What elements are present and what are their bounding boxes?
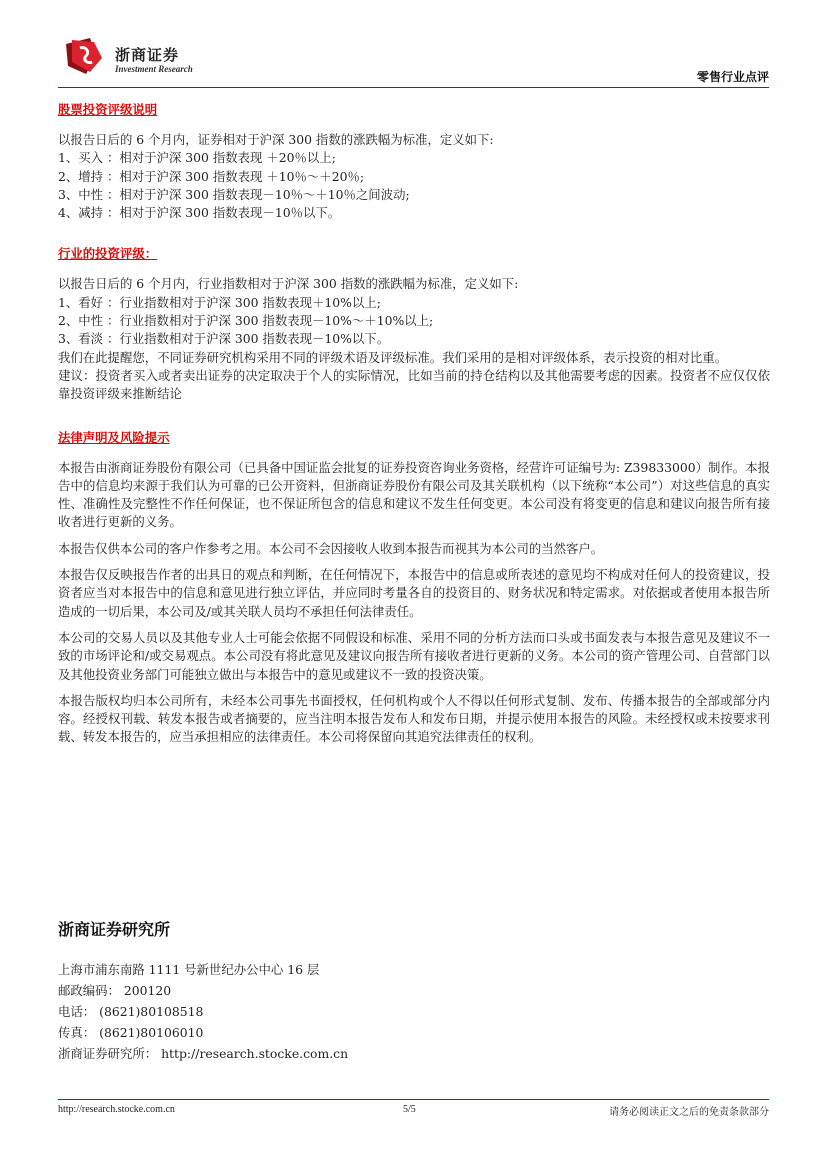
contact-fax: 传真： (8621)80106010 [58,1025,204,1040]
legal-paragraph: 本报告仅反映报告作者的出具日的观点和判断，在任何情况下，本报告中的信息或所表述的意见均不构成对任何人的投资建议，投资者应当对本报告中的信息和意见进行独立评估，并应同时考量各自的投资目的、财务状况和特定需求。对依据或者使用本报告所造成的一切后果，本公司及/或其关联人员均不承担任何法律责任。 [58,567,770,619]
legal-section [58,429,770,747]
report-type-label: 零售行业点评 [696,70,769,84]
industry-rating-neutral: 2、中性 ：行业指数相对于沪深 300 指数表现－10%～＋10%以上; [58,313,434,329]
legal-paragraph: 本报告仅供本公司的客户作参考之用。本公司不会因接收人收到本报告而视其为本公司的当然客户。 [58,540,604,556]
industry-rating-section [58,245,770,403]
company-subtitle: Investment Research [115,64,193,74]
stock-rating-neutral: 3、中性 ：相对于沪深 300 指数表现－10％～＋10％之间波动; [58,186,410,202]
contact-address: 上海市浦东南路 1111 号新世纪办公中心 16 层 [58,962,320,977]
research-institute-name: 浙商证券研究所 [58,920,171,939]
stock-rating-buy: 1、买入 ：相对于沪深 300 指数表现 ＋20％以上; [58,150,336,166]
stock-rating-section [58,101,770,222]
legal-paragraph: 本公司的交易人员以及其他专业人士可能会依据不同假设和标准、采用不同的分析方法而口头或书面发表与本报告意见及建议不一致的市场评论和/或交易观点。本公司没有将此意见及建议向报告所有接收者进行更新的义务。本公司的资产管理公司、自营部门以及其他投资业务部门可能独立做出与本报告中的意见或建议不一致的投资决策。 [58,629,770,682]
stock-rating-title: 股票投资评级说明 [58,102,158,117]
industry-rating-note: 我们在此提醒您，不同证券研究机构采用不同的评级术语及评级标准。我们采用的是相对评级体系，表示投资的相对比重。 [58,349,728,365]
contact-website[interactable]: 浙商证券研究所： http://research.stocke.com.cn [58,1046,349,1061]
stock-rating-intro: 以报告日后的 6 个月内，证券相对于沪深 300 指数的涨跌幅为标准，定义如下: [58,132,494,147]
page-number: 5/5 [403,1104,416,1115]
footer-disclaimer: 请务必阅读正文之后的免责条款部分 [609,1107,769,1118]
legal-paragraph: 本报告由浙商证券股份有限公司（已具备中国证监会批复的证券投资咨询业务资格，经营许可证编号为: Z39833000）制作。本报告中的信息均来源于我们认为可靠的已公开资料，但浙商证券股份有限公司及其关联机构（以下统称“本公司”）对这些信息的真实性、准确性及完整性不作任何保证，也不保证所包含的信息和建议不发生任何变更。本公司没有将变更的信息和建议向报告所有接收者进行更新的义务。 [58,459,770,530]
footer-url[interactable]: http://research.stocke.com.cn [58,1104,175,1115]
company-logo-icon [62,36,108,76]
page-header [0,0,827,90]
industry-rating-negative: 3、看淡 ：行业指数相对于沪深 300 指数表现－10%以下。 [58,331,390,347]
contact-block [58,959,348,1064]
industry-rating-positive: 1、看好 ：行业指数相对于沪深 300 指数表现＋10%以上; [58,294,381,310]
industry-rating-title: 行业的投资评级： [58,246,158,262]
page-content [58,101,770,755]
legal-title: 法律声明及风险提示 [58,429,170,445]
legal-paragraph: 本报告版权均归本公司所有，未经本公司事先书面授权，任何机构或个人不得以任何形式复制、发布、传播本报告的全部或部分内容。经授权刊载、转发本报告或者摘要的，应当注明本报告发布人和发布日期，并提示使用本报告的风险。未经授权或未按要求刊载、转发本报告的，应当承担相应的法律责任。本公司将保留向其追究法律责任的权利。 [58,692,770,745]
stock-rating-add: 2、增持 ：相对于沪深 300 指数表现 ＋10％～＋20％; [58,168,365,184]
header-divider [58,87,769,88]
footer-divider [58,1099,769,1100]
company-name: 浙商证券 [115,46,180,64]
industry-rating-advice: 建议：投资者买入或者卖出证券的决定取决于个人的实际情况，比如当前的持仓结构以及其他需要考虑的因素。投资者不应仅仅依靠投资评级来推断结论 [58,367,770,402]
contact-postcode: 邮政编码： 200120 [58,983,172,998]
contact-phone: 电话： (8621)80108518 [58,1004,204,1019]
industry-rating-intro: 以报告日后的 6 个月内，行业指数相对于沪深 300 指数的涨跌幅为标准，定义如下: [58,276,519,292]
stock-rating-reduce: 4、减持 ：相对于沪深 300 指数表现－10％以下。 [58,205,341,221]
